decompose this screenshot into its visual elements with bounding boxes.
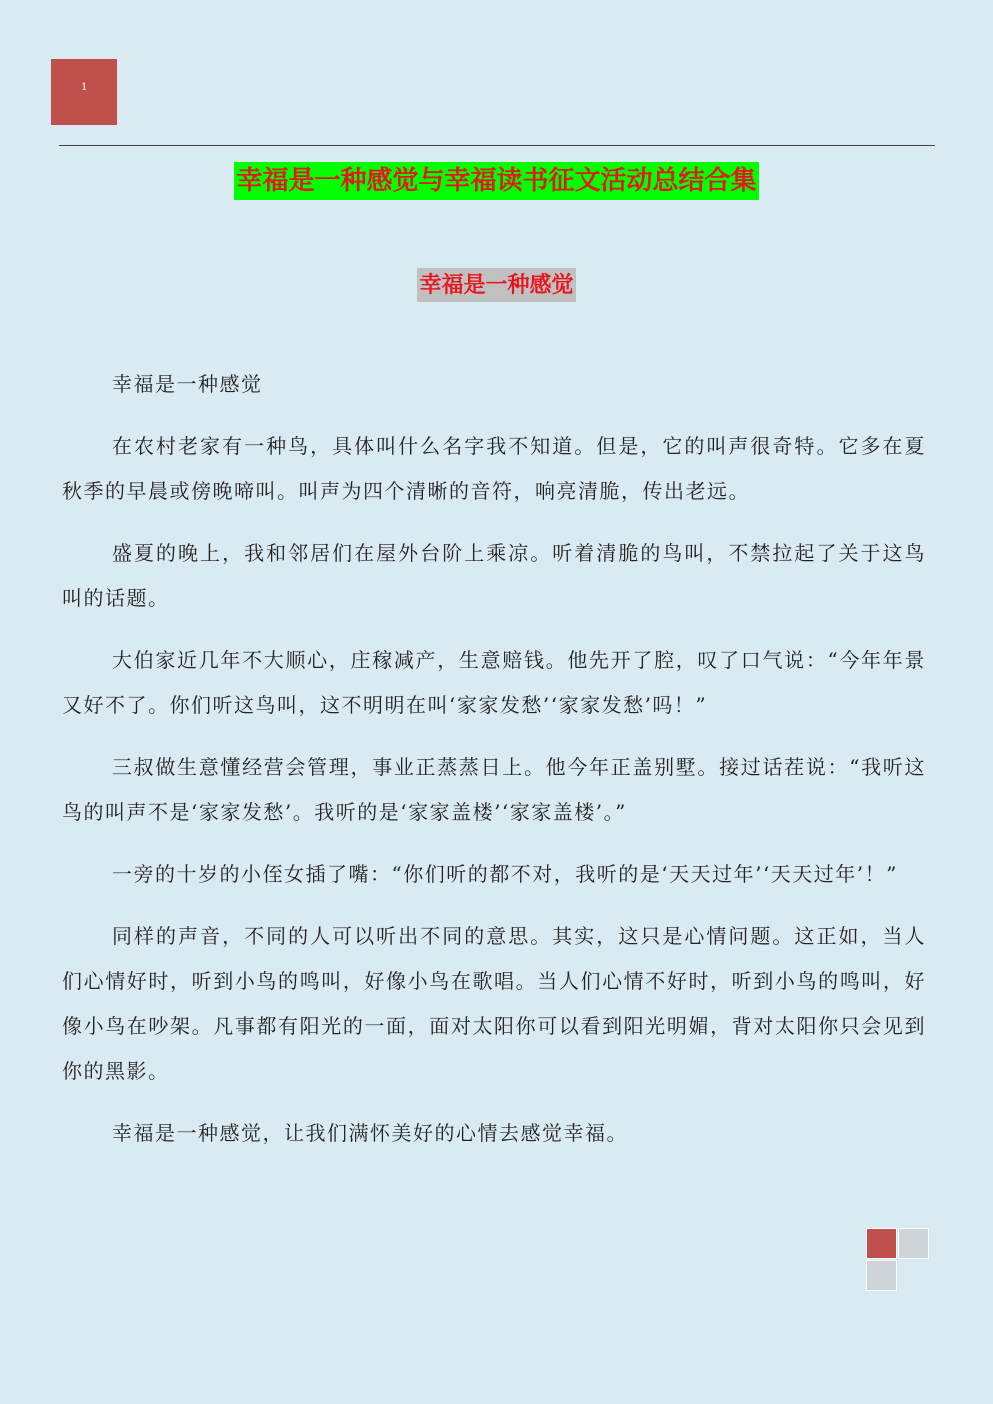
paragraph: 幸福是一种感觉: [112, 372, 263, 396]
paragraph: 盛夏的晚上，我和邻居们在屋外台阶上乘凉。听着清脆的鸟叫，不禁拉起了关于这鸟叫的话题。: [62, 541, 926, 610]
page-number-badge: 1: [51, 59, 117, 125]
title-container: [0, 162, 993, 200]
paragraph: 一旁的十岁的小侄女插了嘴：“你们听的都不对，我听的是‘天天过年’‘天天过年’！”: [112, 862, 898, 886]
paragraph: 在农村老家有一种鸟，具体叫什么名字我不知道。但是，它的叫声很奇特。它多在夏秋季的早晨或傍晚啼叫。叫声为四个清晰的音符，响亮清脆，传出老远。: [62, 434, 926, 503]
article-body: [62, 362, 926, 1173]
paragraph: 大伯家近几年不大顺心，庄稼减产，生意赔钱。他先开了腔，叹了口气说：“今年年景又好不了。你们听这鸟叫，这不明明在叫‘家家发愁’‘家家发愁’吗！”: [62, 648, 926, 717]
decoration-square-red: [866, 1228, 897, 1259]
subtitle-container: [0, 268, 993, 302]
decoration-square-gray: [866, 1260, 897, 1291]
section-title: 幸福是一种感觉: [417, 268, 575, 302]
paragraph: 同样的声音，不同的人可以听出不同的意思。其实，这只是心情问题。这正如，当人们心情好时，听到小鸟的鸣叫，好像小鸟在歌唱。当人们心情不好时，听到小鸟的鸣叫，好像小鸟在吵架。凡事都有阳光的一面，面对太阳你可以看到阳光明媚，背对太阳你只会见到你的黑影。: [62, 924, 926, 1083]
corner-decoration: [866, 1228, 932, 1292]
paragraph: 三叔做生意懂经营会管理，事业正蒸蒸日上。他今年正盖别墅。接过话茬说：“我听这鸟的叫声不是‘家家发愁’。我听的是‘家家盖楼’‘家家盖楼’。”: [62, 755, 926, 824]
decoration-square-gray: [898, 1228, 929, 1259]
paragraph: 幸福是一种感觉，让我们满怀美好的心情去感觉幸福。: [112, 1121, 628, 1145]
header-divider: [59, 145, 935, 146]
document-title: 幸福是一种感觉与幸福读书征文活动总结合集: [234, 162, 758, 200]
